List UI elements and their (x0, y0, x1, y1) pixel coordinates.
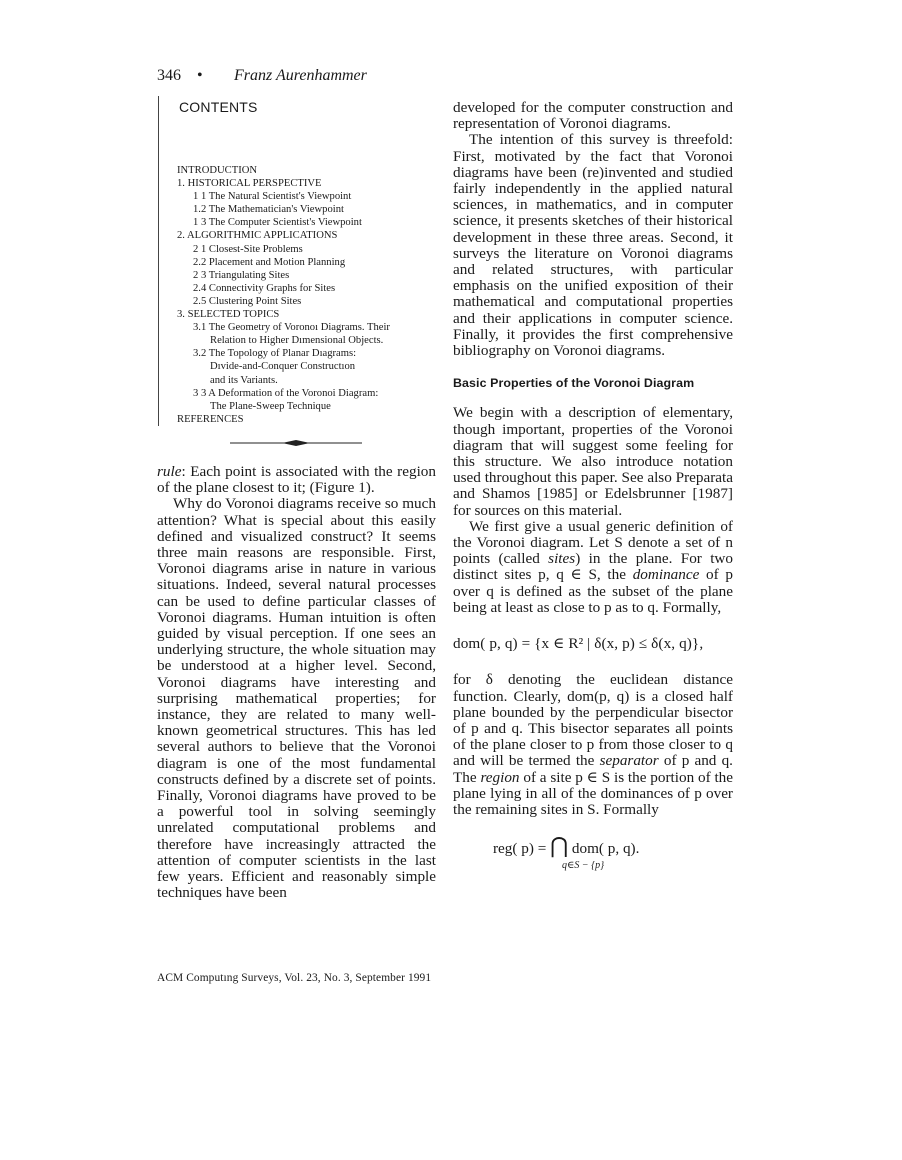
italic-term: rule (157, 463, 182, 480)
toc-item: 2 1 Closest-Site Problems (193, 243, 303, 255)
toc-item: Dıvide-and-Conquer Constructıon (210, 361, 356, 373)
paragraph: We first give a usual generic definition of the Voronoi diagram. Let S denote a set of n points (called sites) in the plane. For two distinct sites p, q ∈ S, the dominance of p over q is defined as the subset of the plane being at least as close to p as to q. Formally, (453, 517, 734, 616)
table-of-contents (177, 164, 447, 426)
toc-item: 1 3 The Computer Scientist's Viewpoint (193, 217, 362, 229)
toc-item: REFERENCES (177, 413, 244, 425)
section-divider-ornament (230, 438, 362, 448)
toc-item: 3 3 A Deformation of the Voronoi Diagram: (193, 387, 379, 399)
running-header (157, 66, 367, 86)
intersection-symbol: ⋂ (550, 833, 569, 859)
toc-item: 2.2 Placement and Motion Planning (193, 256, 346, 268)
paragraph: developed for the computer construction and representation of Voronoi diagrams. (453, 99, 733, 133)
toc-item: 2.4 Connectivity Graphs for Sites (193, 282, 336, 294)
left-column (157, 464, 436, 901)
header-author: Franz Aurenhammer (234, 67, 367, 84)
contents-box (158, 96, 449, 426)
toc-item: 2 3 Triangulating Sites (193, 269, 290, 281)
paragraph: rule: Each point is associated with the region of the plane closest to it; (Figure 1). (157, 463, 436, 497)
toc-item: 3.2 The Topology of Planar Dıagrams: (193, 348, 357, 360)
right-column (453, 100, 733, 878)
page-number: 346 (157, 67, 181, 84)
header-bullet: • (197, 67, 203, 84)
toc-item: 1. HISTORICAL PERSPECTIVE (177, 178, 322, 190)
toc-item: 3. SELECTED TOPICS (177, 309, 280, 321)
equation-region: reg( p) = ⋂ dom( p, q). q∈S − {p} (453, 838, 733, 878)
toc-item: 3.1 The Geometry of Voronoı Diagrams. Their (193, 322, 390, 334)
toc-item: The Plane-Sweep Technique (210, 400, 331, 412)
paragraph: for δ denoting the euclidean distance function. Clearly, dom(p, q) is a closed half plane bounded by the perpendicular bisector of p and q. This bisector separates all points of the plane closer to p from those closer to q and will be termed the separator of p and q. The region of a site p ∈ S is the portion of the plane lying in all of the dominances of p over the remaining sites in S. Formally (453, 671, 733, 818)
paragraph: The intention of this survey is threefold: First, motivated by the fact that Voronoi diagrams have been (re)invented and studied fairly independently in the applied natural sciences, in mathematics, and in computer science, it presents sketches of their historical development in these three areas. Second, it surveys the literature on Voronoi diagrams and related structures, with particular emphasis on the unified exposition of their mathematical and computational properties and their applications in computer science. Finally, it provides the first comprehensive bibliography on Voronoi diagrams. (453, 131, 733, 360)
toc-item: INTRODUCTION (177, 165, 258, 176)
toc-item: 2.5 Clustering Point Sites (193, 295, 302, 307)
toc-item: Relation to Higher Dımensional Objects. (210, 335, 384, 347)
contents-title: CONTENTS (179, 99, 258, 115)
intersection-subscript: q∈S − {p} (562, 860, 605, 872)
toc-item: and its Variants. (210, 374, 278, 386)
toc-item: 1 1 The Natural Scientist's Viewpoint (193, 191, 352, 203)
journal-footer: ACM Computıng Surveys, Vol. 23, No. 3, September 1991 (157, 972, 432, 984)
toc-item: 2. ALGORITHMIC APPLICATIONS (177, 230, 338, 242)
toc-item: 1.2 The Mathematician's Viewpoint (193, 204, 344, 216)
paragraph: Why do Voronoi diagrams receive so much attention? What is special about this easily defined and visualized construct? It seems three main reasons are responsible. First, Voronoi diagrams arise in nature in various situations. Indeed, several natural processes can be used to define particular classes of Voronoi diagrams. Human intuition is often guided by visual perception. If one sees an underlying structure, the whole situation may be understood at a higher level. Second, Voronoi diagrams have interesting and surprising mathematical properties; for instance, they are related to many well-known geometrical structures. This has led several authors to believe that the Voronoi diagram is one of the most fundamental constructs defined by a discrete set of points. Finally, Voronoi diagrams have proved to be a powerful tool in solving seemingly unrelated computational problems and therefore have increasingly attracted the attention of computer scientists in the last few years. Efficient and reasonably simple techniques have been (157, 495, 436, 902)
paragraph: We begin with a description of elementary, though important, properties of the Voronoi diagram that will suggest some feeling for this structure. We also introduce notation used throughout this paper. See also Preparata and Shamos [1985] or Edelsbrunner [1987] for sources on this material. (453, 404, 733, 519)
equation-dominance: dom( p, q) = {x ∈ R² | δ(x, p) ≤ δ(x, q)}, (453, 635, 704, 653)
section-heading: Basic Properties of the Voronoi Diagram (453, 376, 695, 391)
